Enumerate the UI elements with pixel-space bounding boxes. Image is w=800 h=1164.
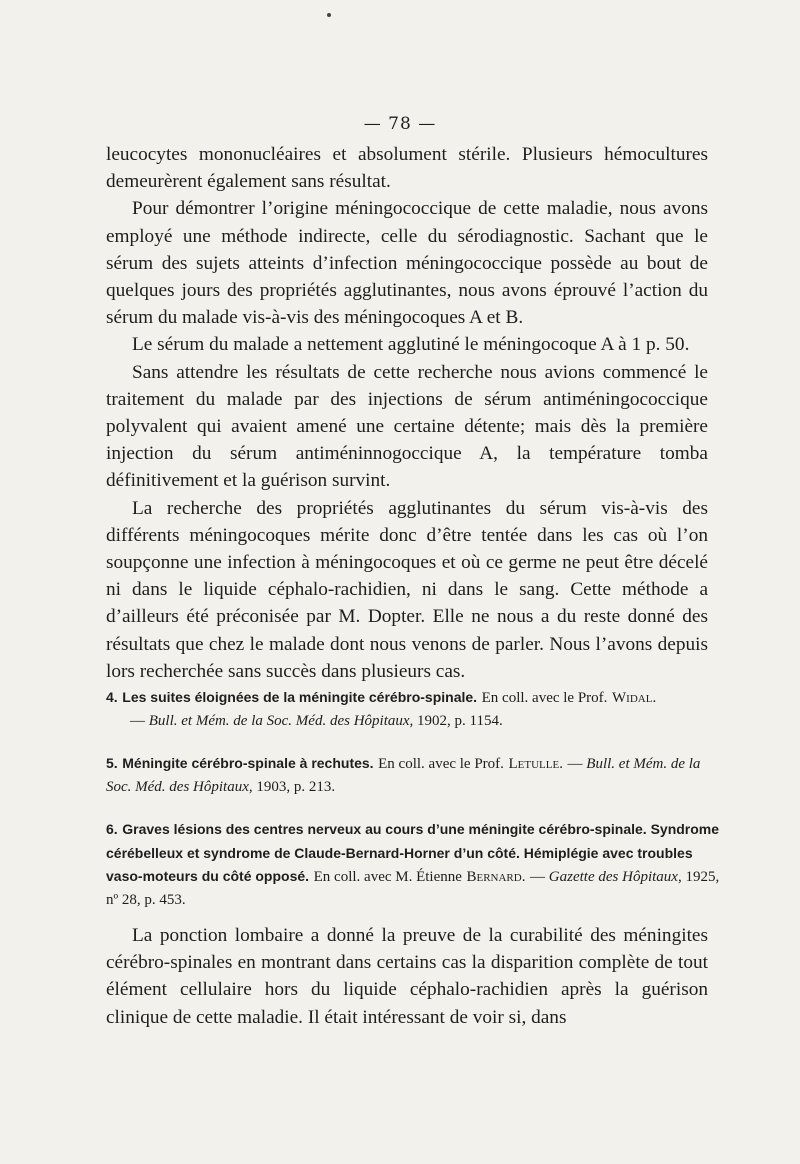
body-text-bottom (106, 922, 708, 1031)
reference-author: Widal. (612, 690, 657, 706)
reference-details: 1902, p. 1154. (417, 712, 503, 729)
paragraph: La ponction lombaire a donné la preuve de la curabilité des méningites cérébro-spinales en montrant dans certains cas la disparition complète de tout élément cellulaire hors du liquide céphalo-rachidien après la guérison clinique de cette maladie. Il était intéressant de voir si, dans (106, 925, 708, 1028)
reference-title: Méningite cérébro-spinale à rechutes. (122, 755, 374, 771)
reference-item: 6. Graves lésions des centres nerveux au cours d’une méningite cérébro-spinale. Syndrome cérébelleux et syndrome de Claude-Bernard-Horner d’un côté. Hémiplégie avec troubles vaso-moteurs du côté opposé. En coll. avec M. Étienne Bernard. — Gazette des Hôpitaux, 1925, nº 28, p. 453. (106, 821, 720, 908)
reference-author: Letulle. (508, 756, 563, 772)
reference-collab: En coll. avec le Prof. (481, 690, 608, 706)
paragraph: Pour démontrer l’origine méningococcique de cette maladie, nous avons employé une méthode indirecte, celle du sérodiagnostic. Sachant que le sérum des sujets atteints d’infection méningococcique possède au bout de quelques jours des propriétés agglutinantes, nous avons éprouvé l’action du sérum du malade vis-à-vis des méningocoques A et B. (106, 198, 708, 329)
reference-author: Bernard. (466, 869, 526, 885)
reference-collab: En coll. avec M. Étienne (313, 869, 462, 885)
reference-collab: En coll. avec le Prof. (378, 756, 504, 772)
reference-number: 6. (106, 821, 118, 837)
reference-details: 1925, nº 28, p. 453. (106, 869, 720, 908)
paragraph: Sans attendre les résultats de cette recherche nous avions commencé le traitement du malade par des injections de sérum antiméningococcique polyvalent qui avaient amené une certaine détente; mais dès la première injection du sérum antiméninnogoccique A, la température tomba définitivement et la guérison survint. (106, 361, 708, 492)
reference-title: Graves lésions des centres nerveux au cours d’une méningite cérébro-spinale. Syndrome cérébelleux et syndrome de Claude-Bernard-Horner d’un côté. Hémiplégie avec troubles vaso-moteurs du côté opposé. (106, 821, 720, 884)
ornament-dot (327, 13, 331, 17)
reference-journal: Bull. et Mém. de la Soc. Méd. des Hôpitaux, (148, 712, 414, 729)
reference-number: 5. (106, 755, 118, 771)
reference-list (106, 686, 726, 931)
reference-item: 4. Les suites éloignées de la méningite cérébro-spinale. En coll. avec le Prof. Widal. — Bull. et Mém. de la Soc. Méd. des Hôpitaux, 1902, p. 1154. (106, 689, 657, 729)
reference-title: Les suites éloignées de la méningite cérébro-spinale. (122, 689, 478, 705)
paragraph: La recherche des propriétés agglutinantes du sérum vis-à-vis des différents méningocoques mérite donc d’être tentée dans les cas où l’on soupçonne une infection à méningocoques et où ce germe ne peut être décelé ni dans le liquide céphalo-rachidien, ni dans le sang. Cette méthode a d’ailleurs été préconisée par M. Dopter. Elle ne nous a du reste donné des résultats que chez le malade dont nous venons de parler. Nous l’avons depuis lors recherchée sans succès dans plusieurs cas. (106, 497, 708, 682)
paragraph: leucocytes mononucléaires et absolument stérile. Plusieurs hémocultures demeurèrent également sans résultat. (106, 144, 708, 193)
reference-details: 1903, p. 213. (256, 778, 336, 795)
page-number: — 78 — (363, 114, 437, 134)
reference-journal: Bull. et Mém. de la Soc. Méd. des Hôpitaux, (106, 756, 701, 795)
paragraph: Le sérum du malade a nettement agglutiné le méningocoque A à 1 p. 50. (132, 334, 690, 356)
reference-item: 5. Méningite cérébro-spinale à rechutes. En coll. avec le Prof. Letulle. — Bull. et Mém. de la Soc. Méd. des Hôpitaux, 1903, p. 213. (106, 755, 701, 795)
reference-journal: Gazette des Hôpitaux, (548, 869, 682, 885)
reference-number: 4. (106, 689, 118, 705)
body-text-top (106, 141, 708, 685)
